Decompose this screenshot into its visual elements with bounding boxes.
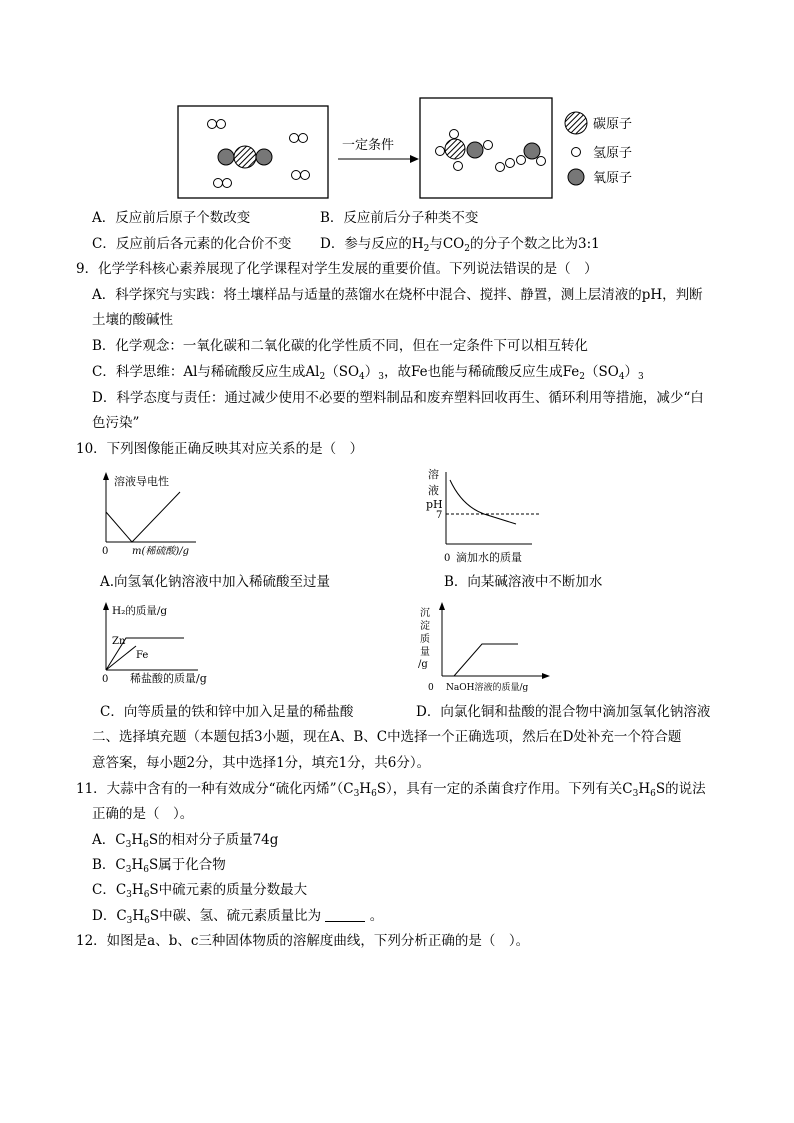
svg-text:溶: 溶 bbox=[428, 468, 439, 481]
svg-text:沉: 沉 bbox=[420, 608, 430, 619]
ph-tick-7: 7 bbox=[436, 510, 443, 521]
answer-blank[interactable] bbox=[325, 909, 365, 922]
graph-d-caption: D．向氯化铜和盐酸的混合物中滴加氢氧化钠溶液 bbox=[416, 704, 711, 720]
q11-option-b: B．$C_3H_6S$属于化合物 bbox=[92, 857, 226, 875]
precipitate-line bbox=[454, 644, 518, 676]
q11-option-a: A．$C_3H_6S$的相对分子质量74g bbox=[92, 832, 279, 850]
svg-text:质: 质 bbox=[420, 634, 430, 645]
q8-option-b: B．反应前后分子种类不变 bbox=[320, 210, 479, 226]
q9-option-c: C．科学思维：Al与稀硫酸反应生成$Al_2(SO_4)_3$，故Fe也能与稀硫酸反应生成$Fe_2(SO_4)_3$ bbox=[92, 364, 644, 382]
q10-stem: 10．下列图像能正确反映其对应关系的是（ ） bbox=[76, 441, 364, 457]
graph-b bbox=[392, 462, 552, 566]
graph-a-xlabel: m(稀硫酸)/g bbox=[132, 546, 190, 557]
graph-c-caption: C．向等质量的铁和锌中加入足量的稀盐酸 bbox=[100, 704, 354, 720]
svg-text:淀: 淀 bbox=[420, 621, 430, 632]
q11-stem-line2: 正确的是（ ）。 bbox=[92, 806, 194, 822]
hydrogen-atom-icon bbox=[572, 148, 581, 157]
legend-oxygen: 氧原子 bbox=[593, 171, 633, 186]
ph-curve bbox=[450, 480, 516, 524]
q8-option-d: D．参与反应的$H_2$与$CO_2$的分子个数之比为3:1 bbox=[320, 236, 600, 254]
graph-a-caption: A.向氢氧化钠溶液中加入稀硫酸至过量 bbox=[100, 574, 331, 590]
fe-line bbox=[106, 646, 136, 670]
section2-line1: 二、选择填充题（本题包括3小题，现在A、B、C中选择一个正确选项，然后在D处补充一个符合题 bbox=[92, 729, 682, 745]
conductivity-line bbox=[106, 492, 180, 542]
q8-option-a: A．反应前后原子个数改变 bbox=[92, 210, 251, 226]
legend-hydrogen: 氢原子 bbox=[593, 146, 633, 161]
q9-stem: 9．化学学科核心素养展现了化学课程对学生发展的重要价值。下列说法错误的是（ ） bbox=[76, 261, 598, 277]
q9-option-b: B．化学观念：一氧化碳和二氧化碳的化学性质不同，但在一定条件下可以相互转化 bbox=[92, 338, 588, 354]
graph-a-origin: 0 bbox=[102, 546, 109, 557]
graph-b-caption: B．向某碱溶液中不断加水 bbox=[444, 574, 603, 590]
legend-carbon: 碳原子 bbox=[593, 117, 633, 132]
reaction-diagram bbox=[170, 92, 670, 204]
svg-text:液: 液 bbox=[428, 484, 439, 497]
carbon-atom-icon bbox=[565, 112, 587, 134]
svg-text:pH: pH bbox=[426, 498, 443, 511]
q9-option-d-line2: 色污染” bbox=[92, 415, 140, 431]
graph-d-xlabel: NaOH溶液的质量/g bbox=[446, 683, 529, 693]
graph-c bbox=[96, 600, 236, 690]
zn-label: Zn bbox=[112, 636, 126, 647]
graph-d bbox=[412, 600, 562, 696]
q11-option-d: D．$C_3H_6S$中碳、氢、硫元素质量比为 。 bbox=[92, 908, 384, 926]
graph-a bbox=[96, 470, 226, 560]
oxygen-atom-icon bbox=[568, 169, 584, 185]
graph-c-origin: 0 bbox=[102, 674, 109, 685]
graph-b-xlabel: 滴加水的质量 bbox=[456, 551, 522, 564]
graph-d-origin: 0 bbox=[428, 683, 434, 693]
q12-stem: 12．如图是a、b、c三种固体物质的溶解度曲线，下列分析正确的是（ ）。 bbox=[76, 933, 530, 949]
q9-option-a-line1: A．科学探究与实践：将土壤样品与适量的蒸馏水在烧杯中混合、搅拌、静置，测上层清液的pH，判断 bbox=[92, 287, 703, 303]
graph-c-xlabel: 稀盐酸的质量/g bbox=[130, 672, 207, 685]
carbon-dioxide-molecule bbox=[218, 146, 272, 168]
svg-text:/g: /g bbox=[418, 659, 428, 670]
graph-c-ylabel: H₂的质量/g bbox=[112, 605, 168, 617]
q9-option-a-line2: 土壤的酸碱性 bbox=[92, 312, 173, 328]
graph-b-origin: 0 bbox=[444, 553, 451, 564]
q11-stem-line1: 11．大蒜中含有的一种有效成分“硫化丙烯$”(C_3H_6S)$，具有一定的杀菌食疗作用。下列有关$C_3H_6S$的说法 bbox=[76, 781, 706, 799]
fe-label: Fe bbox=[136, 650, 149, 661]
section2-line2: 意答案，每小题2分，其中选择1分，填充1分，共6分）。 bbox=[92, 755, 431, 771]
q8-option-c: C．反应前后各元素的化合价不变 bbox=[92, 236, 292, 252]
graph-a-ylabel: 溶液导电性 bbox=[114, 475, 169, 488]
svg-text:量: 量 bbox=[420, 647, 430, 658]
q11-option-c: C．$C_3H_6S$中硫元素的质量分数最大 bbox=[92, 882, 308, 900]
arrow-label: 一定条件 bbox=[342, 138, 395, 153]
q9-option-d-line1: D．科学态度与责任：通过减少使用不必要的塑料制品和废弃塑料回收再生、循环利用等措施，减少“白 bbox=[92, 390, 704, 406]
